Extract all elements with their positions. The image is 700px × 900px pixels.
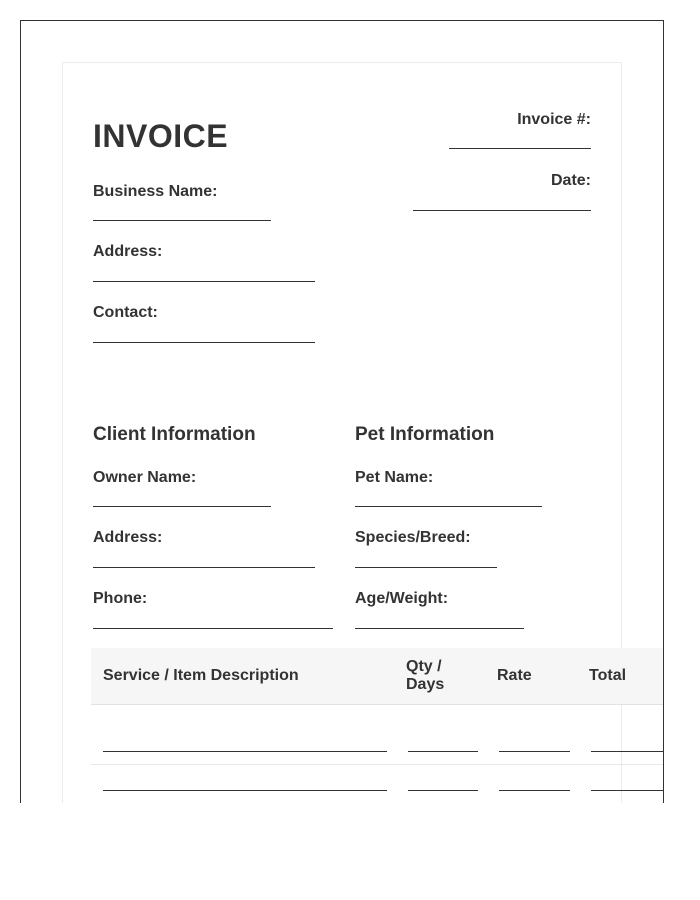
qty-column-header-line2: Days bbox=[406, 676, 445, 693]
total-column-header: Total bbox=[589, 667, 627, 684]
pet-information-heading: Pet Information bbox=[355, 424, 495, 445]
contact-label: Contact: bbox=[93, 304, 158, 321]
invoice-title: INVOICE bbox=[93, 118, 229, 154]
owner-name-field[interactable] bbox=[93, 506, 271, 507]
species-breed-label: Species/Breed: bbox=[355, 529, 471, 546]
row-divider bbox=[91, 764, 664, 765]
document-viewport bbox=[20, 20, 664, 803]
row1-description-field[interactable] bbox=[103, 751, 387, 752]
pet-name-label: Pet Name: bbox=[355, 469, 434, 486]
row2-total-field[interactable] bbox=[591, 790, 664, 791]
age-weight-field[interactable] bbox=[355, 628, 524, 629]
species-breed-field[interactable] bbox=[355, 567, 497, 568]
row1-total-field[interactable] bbox=[591, 751, 664, 752]
client-information-heading: Client Information bbox=[93, 424, 256, 445]
business-address-label: Address: bbox=[93, 243, 163, 260]
row2-description-field[interactable] bbox=[103, 790, 387, 791]
description-column-header: Service / Item Description bbox=[103, 667, 299, 684]
row1-rate-field[interactable] bbox=[499, 751, 570, 752]
business-address-field[interactable] bbox=[93, 281, 315, 282]
invoice-number-field[interactable] bbox=[449, 148, 591, 149]
business-name-label: Business Name: bbox=[93, 183, 218, 200]
phone-label: Phone: bbox=[93, 590, 148, 607]
client-address-label: Address: bbox=[93, 529, 163, 546]
date-field[interactable] bbox=[413, 210, 591, 211]
qty-column-header-line1: Qty / bbox=[406, 658, 442, 675]
contact-field[interactable] bbox=[93, 342, 315, 343]
row2-rate-field[interactable] bbox=[499, 790, 570, 791]
date-label: Date: bbox=[550, 172, 591, 189]
row2-qty-field[interactable] bbox=[408, 790, 478, 791]
owner-name-label: Owner Name: bbox=[93, 469, 197, 486]
age-weight-label: Age/Weight: bbox=[355, 590, 449, 607]
pet-name-field[interactable] bbox=[355, 506, 542, 507]
phone-field[interactable] bbox=[93, 628, 333, 629]
service-table-header bbox=[91, 648, 664, 705]
invoice-number-label: Invoice #: bbox=[517, 111, 591, 128]
rate-column-header: Rate bbox=[497, 667, 532, 684]
client-address-field[interactable] bbox=[93, 567, 315, 568]
business-name-field[interactable] bbox=[93, 220, 271, 221]
row1-qty-field[interactable] bbox=[408, 751, 478, 752]
